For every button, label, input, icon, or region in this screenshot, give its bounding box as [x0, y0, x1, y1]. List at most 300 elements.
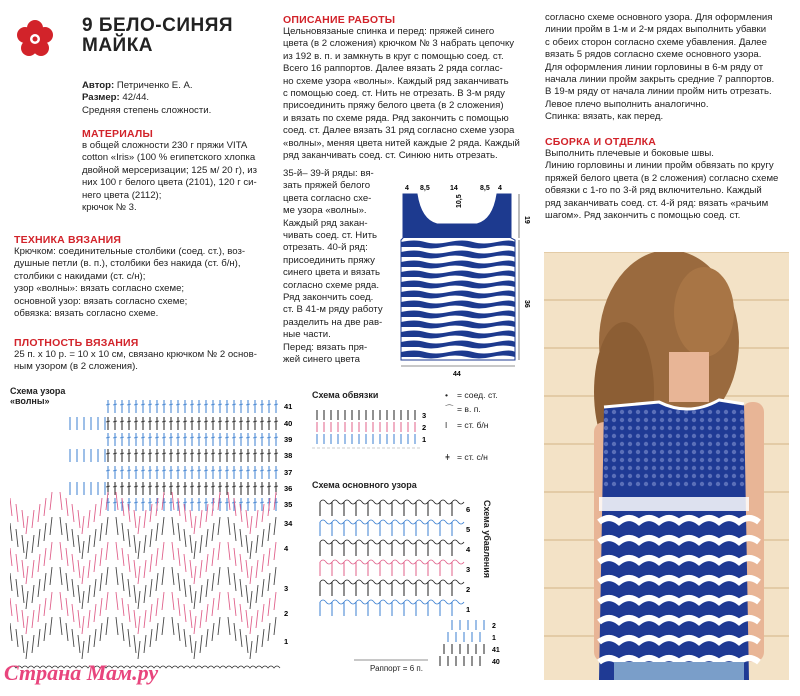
right-text-line: Для оформления линии горловины в 6-м ряду от — [545, 61, 764, 73]
mesh-hole — [620, 410, 624, 414]
stitch-cross — [274, 421, 278, 422]
pattern-chain — [404, 540, 416, 544]
description-col-line: согласно схеме ряда. — [283, 279, 379, 291]
wave-stitch — [240, 554, 242, 572]
stitch-cross — [267, 470, 271, 471]
wave-stitch — [116, 592, 118, 610]
mesh-hole — [700, 458, 704, 462]
pattern-chain — [392, 540, 404, 544]
stitch-cross — [232, 502, 236, 503]
stitch-cross — [190, 502, 194, 503]
mesh-hole — [740, 466, 744, 470]
mesh-hole — [700, 442, 704, 446]
stitch-cross — [113, 470, 117, 471]
technique-line: столбики с накидами (ст. с/н); — [14, 270, 146, 282]
stitch-cross — [148, 421, 152, 422]
wave-stitch — [72, 529, 74, 547]
stitch-cross — [134, 404, 138, 405]
pattern-chain — [440, 500, 452, 504]
model-photo — [544, 252, 789, 680]
pattern-chain — [380, 520, 392, 524]
wave-stitch — [100, 598, 102, 616]
wave-stitch — [234, 523, 236, 541]
mesh-hole — [716, 474, 720, 478]
wave-stitch — [200, 635, 202, 653]
legend-label: = соед. ст. — [457, 390, 498, 400]
repeat-label: Раппорт = 6 п. — [370, 664, 423, 673]
pattern-chain — [332, 540, 344, 544]
mesh-hole — [724, 482, 728, 486]
materials-section — [82, 128, 282, 214]
right-text-line: начала линии пройм закрыть средние 7 раппортов. — [545, 74, 775, 86]
wave-stitch — [78, 610, 80, 628]
mesh-hole — [700, 434, 704, 438]
wave-stitch — [82, 566, 84, 584]
description-col-line: ме узора «волны». — [283, 205, 367, 217]
mesh-hole — [612, 410, 616, 414]
mesh-hole — [652, 434, 656, 438]
stitch-cross — [267, 404, 271, 405]
mesh-hole — [668, 442, 672, 446]
stitch-cross — [253, 470, 257, 471]
wave-stitch — [122, 573, 124, 591]
stitch-cross — [211, 453, 215, 454]
wave-stitch — [228, 492, 230, 510]
wave-stitch — [50, 592, 52, 610]
mesh-hole — [652, 466, 656, 470]
mesh-hole — [660, 426, 664, 430]
wave-stitch — [44, 548, 46, 566]
stitch-cross — [106, 404, 110, 405]
description-line: и вязать по схеме ряда. Ряд закончить с помощью — [283, 112, 509, 124]
description-col-line: зать пряжей белого — [283, 180, 371, 192]
stitch-cross — [239, 486, 243, 487]
mesh-hole — [692, 466, 696, 470]
wave-stripe — [599, 658, 759, 662]
wave-stitch — [26, 516, 28, 534]
wave-stitch — [38, 629, 40, 647]
stitch-cross — [120, 470, 124, 471]
wave-stitch — [72, 554, 74, 572]
mesh-hole — [668, 458, 672, 462]
stitch-cross — [162, 486, 166, 487]
stitch-cross — [169, 453, 173, 454]
wave-stitch — [32, 585, 34, 603]
stitch-cross — [260, 486, 264, 487]
wave-stitch — [234, 598, 236, 616]
main-pattern-diagram — [312, 480, 512, 680]
pattern-chain — [392, 500, 404, 504]
description-column-text — [283, 168, 385, 367]
mesh-hole — [708, 450, 712, 454]
pattern-chain — [356, 500, 368, 504]
stitch-cross — [127, 421, 131, 422]
wave-stitch — [274, 617, 276, 635]
mesh-hole — [628, 466, 632, 470]
wave-stitch — [116, 542, 118, 560]
wave-stitch — [246, 510, 248, 528]
mesh-hole — [684, 434, 688, 438]
wave-stitch — [194, 591, 196, 609]
wave-stitch — [194, 541, 196, 559]
wave-stitch — [94, 604, 96, 622]
wave-stripe — [599, 618, 759, 622]
mesh-hole — [724, 410, 728, 414]
pattern-chain — [368, 580, 380, 584]
row-number: 35 — [284, 500, 293, 509]
mesh-hole — [660, 482, 664, 486]
wave-stitch — [162, 617, 164, 635]
pattern-chain — [380, 560, 392, 564]
wave-stitch — [116, 617, 118, 635]
mesh-hole — [684, 466, 688, 470]
stitch-cross — [183, 404, 187, 405]
pattern-chain — [416, 520, 428, 524]
wave-stitch — [88, 635, 90, 653]
gauge-line: ным узором (в 2 сложения). — [14, 361, 138, 373]
mesh-hole — [716, 442, 720, 446]
mesh-hole — [732, 442, 736, 446]
wave-stitch — [190, 535, 192, 553]
mesh-hole — [612, 482, 616, 486]
pattern-chain — [368, 540, 380, 544]
pattern-chain — [332, 500, 344, 504]
wave-stitch — [134, 635, 136, 653]
mesh-hole — [668, 474, 672, 478]
pattern-chain — [380, 540, 392, 544]
wave-stitch — [262, 579, 264, 597]
wave-stitch — [32, 560, 34, 578]
row-number: 41 — [492, 647, 500, 654]
wave-stitch — [128, 529, 130, 547]
wave-stitch — [72, 604, 74, 622]
wave-stitch — [128, 579, 130, 597]
stitch-cross — [127, 437, 131, 438]
mesh-hole — [668, 482, 672, 486]
stitch-cross — [211, 470, 215, 471]
pattern-chain — [356, 540, 368, 544]
stitch-cross — [253, 421, 257, 422]
wave-subtitle: «волны» — [10, 396, 50, 406]
stitch-cross — [113, 437, 117, 438]
row-number: 3 — [284, 584, 289, 593]
pattern-chain — [320, 600, 332, 604]
mesh-hole — [676, 442, 680, 446]
wave-stitch — [82, 641, 84, 659]
wave-stitch — [156, 598, 158, 616]
gauge-heading: ПЛОТНОСТЬ ВЯЗАНИЯ — [14, 337, 139, 349]
pattern-chain — [392, 520, 404, 524]
stitch-cross — [134, 470, 138, 471]
stitch-cross — [253, 404, 257, 405]
mesh-hole — [604, 466, 608, 470]
stitch-cross — [176, 404, 180, 405]
mesh-hole — [700, 410, 704, 414]
wave-stitch — [190, 585, 192, 603]
stitch-cross — [190, 453, 194, 454]
wave-stitch — [100, 548, 102, 566]
stitch-cross — [113, 486, 117, 487]
wave-stitch — [88, 510, 90, 528]
wave-stitch — [178, 598, 180, 616]
mesh-hole — [740, 442, 744, 446]
wave-stitch — [10, 598, 12, 616]
jeans — [614, 662, 744, 680]
stitch-cross — [211, 502, 215, 503]
stitch-cross — [197, 486, 201, 487]
row-number: 6 — [466, 505, 471, 514]
wave-stitch — [38, 504, 40, 522]
wave-stitch — [212, 573, 214, 591]
stitch-cross — [218, 404, 222, 405]
stitch-cross — [155, 470, 159, 471]
stitch-cross — [183, 437, 187, 438]
assembly-line: пряжей белого цвета (в 2 сложения) согласно схеме — [545, 172, 779, 184]
stitch-cross — [141, 470, 145, 471]
right-text-line: В 19-м ряду от начала линии пройм нить отрезать. — [545, 86, 772, 98]
white-band — [599, 497, 749, 511]
pattern-chain — [380, 500, 392, 504]
wave-stitch — [144, 610, 146, 628]
mesh-hole — [700, 450, 704, 454]
technique-line: обвязка: вязать согласно схеме. — [14, 308, 159, 320]
mesh-hole — [620, 474, 624, 478]
pattern-chain — [332, 560, 344, 564]
mesh-hole — [740, 458, 744, 462]
description-col-line: ст. В 41-м ряду работу — [283, 304, 383, 316]
pattern-chain — [320, 500, 332, 504]
stitch-cross — [274, 404, 278, 405]
wave-stitch — [256, 585, 258, 603]
stitch-cross — [106, 437, 110, 438]
mesh-hole — [732, 482, 736, 486]
wave-stitch — [178, 623, 180, 641]
wave-stitch — [72, 504, 74, 522]
stitch-cross — [225, 437, 229, 438]
mesh-hole — [676, 418, 680, 422]
stitch-cross — [169, 437, 173, 438]
stitch-cross — [274, 453, 278, 454]
mesh-hole — [668, 418, 672, 422]
mesh-hole — [740, 426, 744, 430]
stitch-cross — [218, 453, 222, 454]
materials-line: них 100 г белого цвета (2101), 120 г си- — [82, 177, 257, 189]
pattern-chain — [380, 580, 392, 584]
pattern-chain — [404, 580, 416, 584]
description-line: соед. ст. Далее вязать 31 ряд согласно схеме узора — [283, 125, 515, 137]
wave-stitch — [138, 541, 140, 559]
stitch-cross — [197, 421, 201, 422]
mesh-hole — [692, 426, 696, 430]
stitch-cross — [134, 453, 138, 454]
mesh-hole — [676, 434, 680, 438]
wave-stitch — [32, 510, 34, 528]
wave-stitch — [212, 523, 214, 541]
stitch-cross — [183, 502, 187, 503]
wave-stitch — [206, 604, 208, 622]
assembly-line: Выполнить плечевые и боковые швы. — [545, 148, 714, 159]
description-col-line: отрезать. 40-й ряд: — [283, 242, 368, 254]
row-number: 37 — [284, 468, 293, 477]
mesh-hole — [676, 426, 680, 430]
assembly-section — [545, 136, 795, 222]
wave-stitch — [88, 535, 90, 553]
mesh-hole — [612, 442, 616, 446]
stitch-cross — [141, 437, 145, 438]
stitch-cross — [274, 437, 278, 438]
stitch-cross — [134, 486, 138, 487]
wave-stripe — [599, 578, 759, 582]
mesh-hole — [740, 450, 744, 454]
mesh-hole — [708, 474, 712, 478]
dim-label: 8,5 — [480, 185, 490, 192]
stitch-cross — [267, 502, 271, 503]
row-number: 39 — [284, 435, 293, 444]
info-block — [82, 80, 272, 117]
wave-stitch — [72, 629, 74, 647]
mesh-hole — [732, 474, 736, 478]
mesh-hole — [628, 450, 632, 454]
pattern-chain — [392, 560, 404, 564]
mesh-hole — [644, 442, 648, 446]
wave-stitch — [274, 517, 276, 535]
stitch-cross — [267, 421, 271, 422]
pattern-chain — [332, 520, 344, 524]
wave-stitch — [156, 573, 158, 591]
mesh-hole — [652, 418, 656, 422]
mesh-hole — [708, 410, 712, 414]
stitch-cross — [183, 470, 187, 471]
wave-stitch — [106, 542, 108, 560]
mesh-hole — [604, 474, 608, 478]
wave-stitch — [26, 616, 28, 634]
wave-stitch — [250, 516, 252, 534]
wave-stripe — [599, 638, 759, 642]
description-line: но схеме узора «волны». Каждый ряд заканчивать — [283, 75, 509, 87]
stitch-cross — [176, 502, 180, 503]
mesh-hole — [716, 466, 720, 470]
wave-stripe — [599, 518, 759, 522]
pattern-chain — [404, 560, 416, 564]
wave-stitch — [100, 573, 102, 591]
symbol-legend — [445, 390, 535, 468]
mesh-hole — [724, 434, 728, 438]
single-crochet-icon: ǀ — [445, 420, 448, 430]
wave-stitch — [156, 523, 158, 541]
mesh-hole — [644, 458, 648, 462]
mesh-hole — [636, 450, 640, 454]
stitch-cross — [155, 502, 159, 503]
wave-stitch — [190, 510, 192, 528]
mesh-hole — [604, 450, 608, 454]
mesh-hole — [652, 410, 656, 414]
row-number: 36 — [284, 484, 293, 493]
stitch-cross — [239, 470, 243, 471]
stitch-cross — [190, 437, 194, 438]
wave-stitch — [44, 498, 46, 516]
materials-text — [82, 140, 282, 214]
description-line: присоединить пряжу белого цвета (в 2 сложения) — [283, 100, 504, 112]
wave-stitch — [10, 573, 12, 591]
wave-stitch — [246, 610, 248, 628]
stitch-cross — [127, 470, 131, 471]
mesh-hole — [628, 458, 632, 462]
wave-stitch — [32, 635, 34, 653]
stitch-cross — [120, 421, 124, 422]
stitch-cross — [162, 437, 166, 438]
stitch-cross — [169, 486, 173, 487]
wave-stitch — [190, 635, 192, 653]
stitch-cross — [169, 502, 173, 503]
stitch-cross — [127, 453, 131, 454]
wave-stitch — [256, 510, 258, 528]
mesh-hole — [684, 418, 688, 422]
description-section — [283, 14, 538, 162]
materials-heading: МАТЕРИАЛЫ — [82, 128, 153, 140]
stitch-cross — [169, 421, 173, 422]
right-text-line: вязать 5 рядов согласно схеме основного узора. — [545, 49, 762, 61]
mesh-hole — [660, 410, 664, 414]
wave-stitch — [94, 529, 96, 547]
wave-stitch — [38, 529, 40, 547]
mesh-hole — [652, 450, 656, 454]
stitch-cross — [246, 404, 250, 405]
mesh-hole — [716, 426, 720, 430]
mesh-hole — [644, 474, 648, 478]
wave-stitch — [234, 573, 236, 591]
stitch-cross — [260, 404, 264, 405]
mesh-hole — [620, 434, 624, 438]
pattern-chain — [416, 560, 428, 564]
stitch-cross — [134, 421, 138, 422]
flower-icon — [14, 18, 56, 60]
mesh-hole — [652, 482, 656, 486]
wave-stitch — [78, 635, 80, 653]
stitch-cross — [155, 453, 159, 454]
mesh-hole — [692, 410, 696, 414]
wave-stitch — [94, 629, 96, 647]
wave-stitch — [60, 592, 62, 610]
wave-stitch — [100, 523, 102, 541]
assembly-line: Линию горловины и линии пройм обвязать по кругу — [545, 160, 774, 172]
dim-label: 19 — [523, 216, 530, 224]
mesh-hole — [620, 482, 624, 486]
mesh-hole — [684, 474, 688, 478]
technique-section — [14, 234, 276, 320]
wave-stitch — [134, 585, 136, 603]
mesh-hole — [652, 426, 656, 430]
stitch-cross — [253, 437, 257, 438]
mesh-hole — [684, 458, 688, 462]
mesh-hole — [700, 426, 704, 430]
wave-stitch — [240, 629, 242, 647]
size-value: 42/44. — [119, 92, 150, 104]
difficulty: Средняя степень сложности. — [82, 104, 212, 116]
mesh-hole — [684, 450, 688, 454]
stitch-cross — [239, 437, 243, 438]
mesh-hole — [644, 418, 648, 422]
pattern-chain — [440, 540, 452, 544]
mesh-hole — [724, 426, 728, 430]
pattern-chain — [320, 520, 332, 524]
mesh-hole — [612, 466, 616, 470]
wave-stitch — [82, 516, 84, 534]
wave-stitch — [22, 535, 24, 553]
mesh-hole — [668, 434, 672, 438]
wave-stitch — [60, 492, 62, 510]
row-number: 41 — [284, 402, 293, 411]
stitch-cross — [162, 421, 166, 422]
